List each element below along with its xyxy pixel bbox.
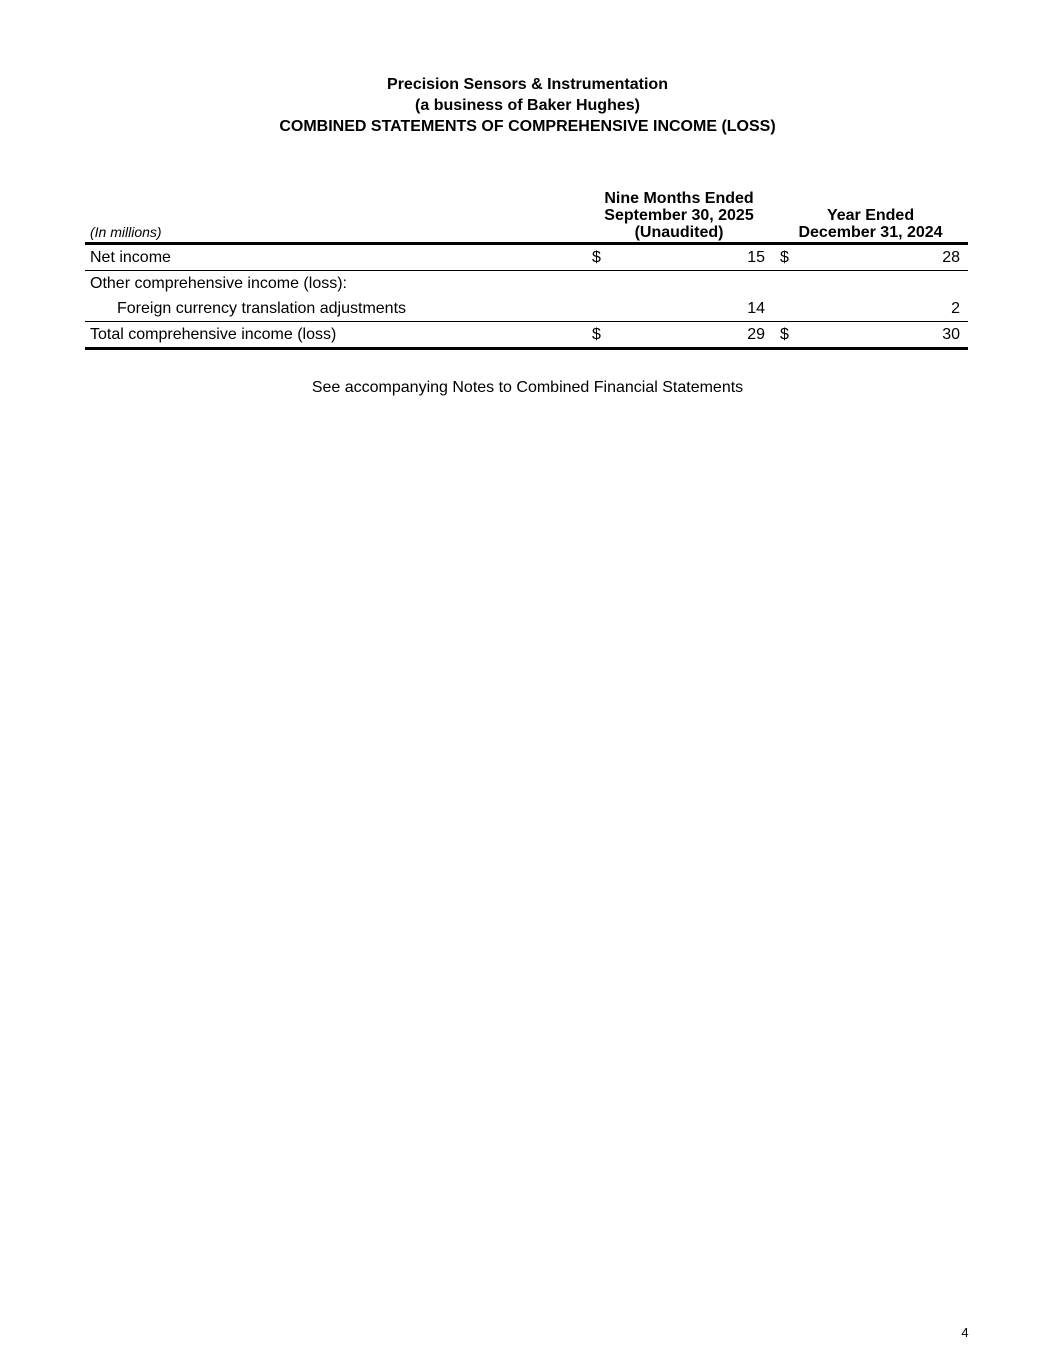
column-header-line: September 30, 2025 [604, 207, 754, 224]
page-number: 4 [961, 1325, 969, 1340]
value-nine-months: 29 [607, 322, 773, 349]
currency-symbol: $ [585, 322, 607, 349]
column-header-nine-months [585, 190, 773, 244]
value-nine-months: 15 [607, 244, 773, 271]
currency-symbol: $ [585, 244, 607, 271]
statement-header [0, 74, 1055, 137]
value-year-ended: 2 [795, 296, 968, 322]
statement-title: COMBINED STATEMENTS OF COMPREHENSIVE INCOME (LOSS) [279, 118, 776, 135]
value-year-ended: 28 [795, 244, 968, 271]
table-row-net-income [85, 244, 968, 271]
comprehensive-income-table [85, 190, 968, 350]
column-header-line: Nine Months Ended [604, 190, 754, 207]
table-row-total [85, 322, 968, 349]
footnote: See accompanying Notes to Combined Financial Statements [311, 379, 744, 396]
row-label: Net income [85, 244, 585, 271]
table-row-oci-heading [85, 271, 968, 297]
units-label: (In millions) [85, 190, 585, 244]
value-year-ended: 30 [795, 322, 968, 349]
parent-company: (a business of Baker Hughes) [415, 97, 640, 114]
column-header-line: Year Ended [826, 207, 915, 224]
table-row-fx-adjustments [85, 296, 968, 322]
currency-symbol: $ [773, 244, 795, 271]
column-header-line: (Unaudited) [634, 224, 724, 241]
column-header-line: December 31, 2024 [798, 224, 943, 241]
row-label: Foreign currency translation adjustments [85, 296, 585, 322]
currency-symbol: $ [773, 322, 795, 349]
column-header-year-ended [773, 190, 968, 244]
row-label: Total comprehensive income (loss) [85, 322, 585, 349]
value-nine-months: 14 [607, 296, 773, 322]
row-label: Other comprehensive income (loss): [90, 275, 347, 292]
company-name: Precision Sensors & Instrumentation [387, 76, 668, 93]
table-header-row [85, 190, 968, 244]
